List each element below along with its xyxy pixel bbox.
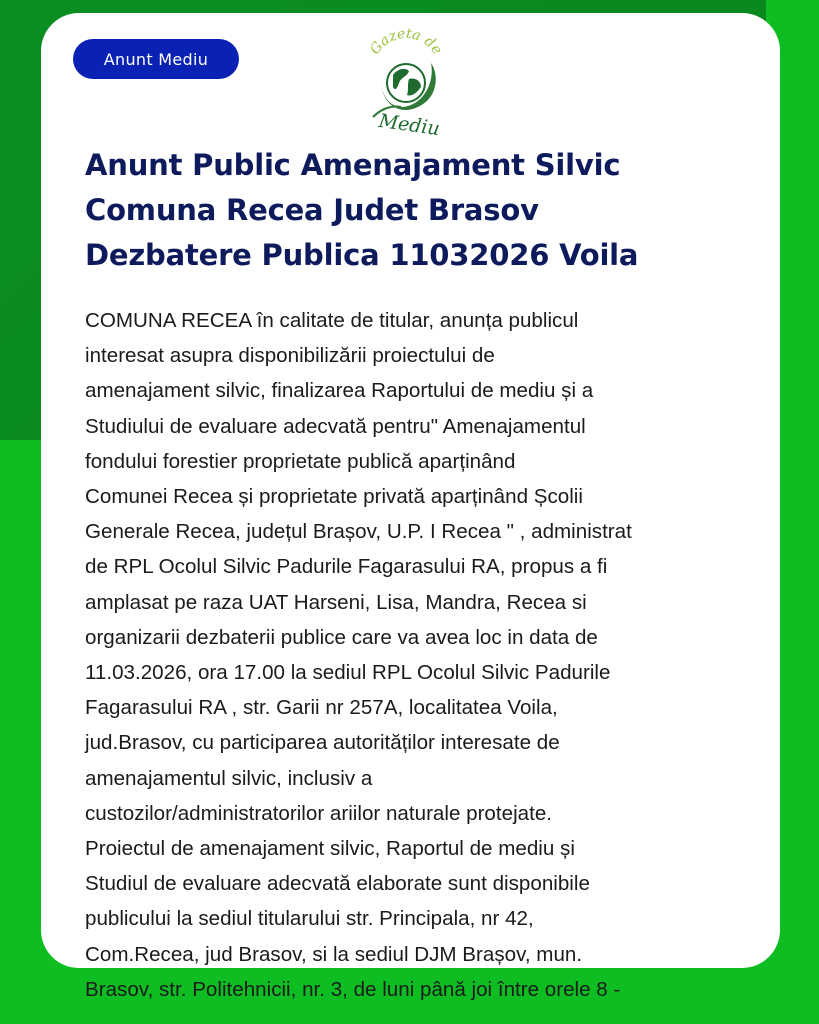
body-line: fondului forestier proprietate publică aparținând (85, 449, 516, 473)
announcement-card (41, 13, 780, 1001)
category-badge[interactable] (73, 39, 239, 79)
body-line: Studiul de evaluare adecvată elaborate sunt disponibile (85, 872, 590, 896)
body-line: de RPL Ocolul Silvic Padurile Fagarasului RA, propus a fi (85, 555, 608, 579)
body-line: Com.Recea, jud Brasov, si la sediul DJM Brașov, mun. (85, 942, 583, 966)
body-line: jud.Brasov, cu participarea autorităților interesate de (85, 731, 560, 755)
category-badge-label: Anunt Mediu (103, 49, 209, 69)
body-line: Studiului de evaluare adecvată pentru" Amenajamentul (85, 414, 586, 438)
body-line: amplasat pe raza UAT Harseni, Lisa, Mandra, Recea si (85, 590, 587, 614)
body-line: COMUNA RECEA în calitate de titular, anunța publicul (85, 309, 579, 332)
body-line: custozilor/administratorilor ariilor naturale protejate. (85, 801, 552, 825)
logo-top-text: Gazeta de (367, 27, 446, 58)
body-line: Proiectul de amenajament silvic, Raportul de mediu și (85, 837, 575, 861)
body-line: Generale Recea, județul Brașov, U.P. I Recea " , administrat (85, 520, 632, 544)
body-line: publicului la sediul titularului str. Principala, nr 42, (85, 907, 534, 931)
title-line: Dezbatere Publica 11032026 Voila (85, 238, 639, 272)
body-line: Comunei Recea și proprietate privată aparținând Școlii (85, 485, 583, 509)
body-line: organizarii dezbaterii publice care va avea loc in data de (85, 625, 598, 649)
body-line: Brasov, str. Politehnicii, nr. 3, de luni până joi între orele 8 - (85, 977, 621, 1001)
svg-text:Gazeta de (367, 27, 445, 58)
body-line: 11.03.2026, ora 17.00 la sediul RPL Ocolul Silvic Padurile (85, 661, 611, 685)
body-line: interesat asupra disponibilizării proiectului de (85, 344, 495, 368)
announcement-body (85, 303, 765, 1007)
globe-leaf-icon (351, 27, 461, 139)
page-title (85, 143, 745, 278)
body-line: Fagarasului RA , str. Garii nr 257A, localitatea Voila, (85, 696, 558, 720)
title-line: Anunt Public Amenajament Silvic (85, 148, 621, 182)
logo-bottom-text: Mediu (377, 109, 442, 139)
body-line: amenajamentul silvic, inclusiv a (85, 766, 373, 790)
gazeta-de-mediu-logo (351, 27, 461, 139)
title-line: Comuna Recea Judet Brasov (85, 193, 539, 227)
body-line: amenajament silvic, finalizarea Raportului de mediu și a (85, 379, 594, 403)
